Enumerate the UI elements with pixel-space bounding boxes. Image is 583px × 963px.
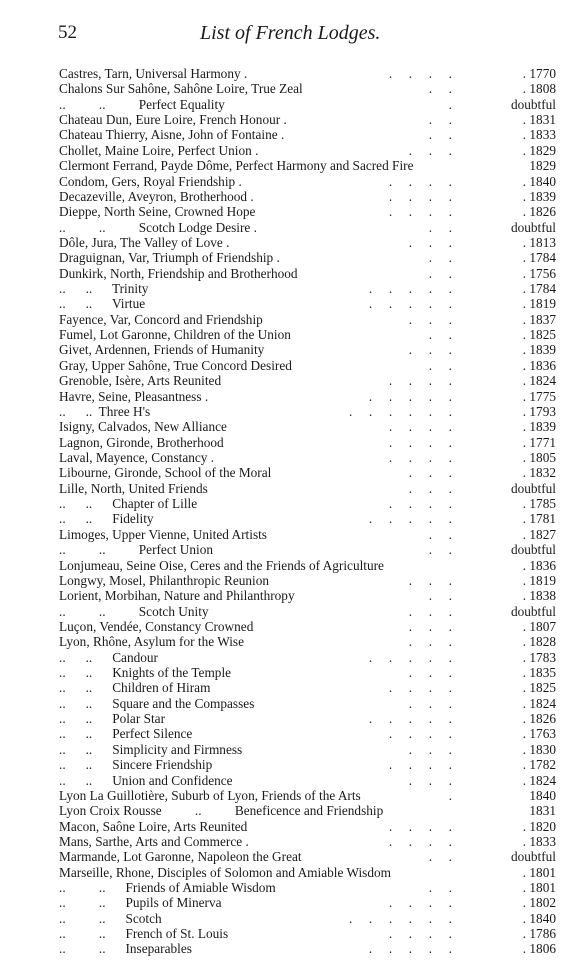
leader-dots: . . . . xyxy=(388,188,452,204)
lodge-year: . 1785 xyxy=(522,496,556,512)
lodge-name: Lagnon, Gironde, Brotherhood xyxy=(59,434,224,450)
lodge-entry xyxy=(0,81,583,96)
lodge-entry xyxy=(0,404,583,419)
lodge-year: . 1801 xyxy=(522,864,556,880)
lodge-name: Lonjumeau, Seine Oise, Ceres and the Friends of Agriculture xyxy=(59,557,384,573)
lodge-entry xyxy=(0,573,583,588)
lodge-year: . 1824 xyxy=(522,772,556,788)
leader-dots: . . . . xyxy=(388,833,452,849)
lodge-year: . 1825 xyxy=(522,327,556,343)
lodge-year: . 1830 xyxy=(522,741,556,757)
leader-dots: . . xyxy=(428,849,452,865)
lodge-name: Havre, Seine, Pleasantness . xyxy=(59,388,209,404)
lodge-entry xyxy=(0,419,583,434)
leader-dots: . . . . . xyxy=(368,941,452,957)
leader-dots: . . . . xyxy=(388,204,452,220)
leader-dots: . . . xyxy=(408,665,452,681)
lodge-name: .. .. Scotch Lodge Desire . xyxy=(59,219,257,235)
lodge-year: . 1820 xyxy=(522,818,556,834)
lodge-entry xyxy=(0,450,583,465)
lodge-entry xyxy=(0,527,583,542)
lodge-entry xyxy=(0,865,583,880)
leader-dots: . . . . xyxy=(388,373,452,389)
lodge-year: . 1836 xyxy=(522,357,556,373)
lodge-year: . 1826 xyxy=(522,711,556,727)
lodge-name: Fumel, Lot Garonne, Children of the Union xyxy=(59,327,291,343)
lodge-entry xyxy=(0,189,583,204)
leader-dots: . . . . . xyxy=(368,296,452,312)
lodge-year: . 1833 xyxy=(522,127,556,143)
lodge-year: . 1840 xyxy=(522,910,556,926)
lodge-year: . 1771 xyxy=(522,434,556,450)
leader-dots: . . . xyxy=(408,772,452,788)
lodge-year: . 1824 xyxy=(522,695,556,711)
lodge-year: 1831 xyxy=(529,803,556,819)
lodge-entry xyxy=(0,726,583,741)
lodge-year: . 1838 xyxy=(522,588,556,604)
leader-dots: . . xyxy=(428,265,452,281)
leader-dots: . . . xyxy=(408,142,452,158)
lodge-year: doubtful xyxy=(510,480,556,496)
leader-dots: . . xyxy=(428,250,452,266)
lodge-entry xyxy=(0,435,583,450)
lodge-year: . 1782 xyxy=(522,757,556,773)
lodge-name: Lyon, Rhône, Asylum for the Wise xyxy=(59,634,244,650)
lodge-name: Chateau Dun, Eure Loire, French Honour . xyxy=(59,112,287,128)
lodge-name: Longwy, Mosel, Philanthropic Reunion xyxy=(59,572,270,588)
lodge-name: .. .. Perfect Equality xyxy=(59,96,225,112)
leader-dots: . . xyxy=(428,526,452,542)
leader-dots: . . . . xyxy=(388,726,452,742)
lodge-name: Dieppe, North Seine, Crowned Hope xyxy=(59,204,256,220)
lodge-year: . 1775 xyxy=(522,388,556,404)
lodge-year: . 1756 xyxy=(522,265,556,281)
leader-dots: . . . . . xyxy=(368,281,452,297)
lodge-entry xyxy=(0,158,583,173)
lodge-year: doubtful xyxy=(510,603,556,619)
lodge-entry xyxy=(0,742,583,757)
lodge-name: .. .. Trinity xyxy=(59,281,149,297)
lodge-name: .. .. Scotch Unity xyxy=(59,603,209,619)
leader-dots: . . . . xyxy=(388,419,452,435)
lodge-year: . 1840 xyxy=(522,173,556,189)
lodge-entry xyxy=(0,481,583,496)
lodge-year: . 1839 xyxy=(522,419,556,435)
lodge-entry xyxy=(0,819,583,834)
lodge-entry xyxy=(0,604,583,619)
lodge-year: . 1807 xyxy=(522,618,556,634)
lodge-name: Laval, Mayence, Constancy . xyxy=(59,449,215,465)
lodge-name: Lyon Croix Rousse .. Beneficence and Friendship xyxy=(59,803,384,819)
lodge-entry xyxy=(0,803,583,818)
lodge-year: . 1806 xyxy=(522,941,556,957)
leader-dots: . . xyxy=(428,327,452,343)
lodge-year: . 1826 xyxy=(522,204,556,220)
leader-dots: . . xyxy=(428,880,452,896)
lodge-name: .. .. Square and the Compasses xyxy=(59,695,255,711)
running-title: List of French Lodges. xyxy=(200,22,381,44)
lodge-entry xyxy=(0,66,583,81)
lodge-entry xyxy=(0,680,583,695)
lodge-entry xyxy=(0,204,583,219)
lodge-entry xyxy=(0,834,583,849)
leader-dots: . xyxy=(448,787,452,803)
lodge-name: Macon, Saône Loire, Arts Reunited xyxy=(59,818,248,834)
lodge-entry xyxy=(0,266,583,281)
leader-dots: . . . xyxy=(408,311,452,327)
lodge-entry xyxy=(0,174,583,189)
leader-dots: . . . . . . xyxy=(348,403,452,419)
lodge-entry xyxy=(0,327,583,342)
lodge-entry xyxy=(0,373,583,388)
lodge-year: . 1836 xyxy=(522,557,556,573)
leader-dots: . . . . xyxy=(388,66,452,81)
lodge-name: .. .. Simplicity and Firmness xyxy=(59,741,243,757)
lodge-entry xyxy=(0,511,583,526)
lodge-name: Dunkirk, North, Friendship and Brotherhood xyxy=(59,265,298,281)
lodge-name: .. .. Fidelity xyxy=(59,511,154,527)
leader-dots: . . xyxy=(428,357,452,373)
lodge-name: Chollet, Maine Loire, Perfect Union . xyxy=(59,142,259,158)
leader-dots: . . . . xyxy=(388,434,452,450)
lodge-entry xyxy=(0,665,583,680)
lodge-entry xyxy=(0,112,583,127)
lodge-year: . 1805 xyxy=(522,449,556,465)
leader-dots: . . xyxy=(428,127,452,143)
lodge-year: . 1829 xyxy=(522,142,556,158)
leader-dots: . . . . xyxy=(388,680,452,696)
lodge-year: . 1819 xyxy=(522,572,556,588)
lodge-name: Gray, Upper Sahône, True Concord Desired xyxy=(59,357,292,373)
leader-dots: . . . . xyxy=(388,895,452,911)
lodge-year: . 1793 xyxy=(522,403,556,419)
leader-dots: . . . xyxy=(408,741,452,757)
lodge-entry xyxy=(0,757,583,772)
lodge-year: . 1763 xyxy=(522,726,556,742)
lodge-entry xyxy=(0,296,583,311)
leader-dots: . . . . . xyxy=(368,388,452,404)
lodge-name: Dôle, Jura, The Valley of Love . xyxy=(59,234,230,250)
leader-dots: . . xyxy=(428,542,452,558)
lodge-name: Luçon, Vendée, Constancy Crowned xyxy=(59,618,254,634)
lodge-entry xyxy=(0,97,583,112)
lodge-name: Draguignan, Var, Triumph of Friendship . xyxy=(59,250,280,266)
lodge-year: 1840 xyxy=(529,787,556,803)
leader-dots: . . . . xyxy=(388,449,452,465)
leader-dots: . . . xyxy=(408,618,452,634)
leader-dots: . . xyxy=(428,112,452,128)
leader-dots: . . . xyxy=(408,695,452,711)
leader-dots: . . . . . xyxy=(368,711,452,727)
leader-dots: . . . . . . xyxy=(348,910,452,926)
lodge-name: .. .. Sincere Friendship xyxy=(59,757,213,773)
lodge-entry xyxy=(0,911,583,926)
lodge-name: .. .. Inseparables xyxy=(59,941,192,957)
lodge-entry xyxy=(0,711,583,726)
lodge-entry xyxy=(0,342,583,357)
lodge-entry xyxy=(0,143,583,158)
leader-dots: . . . xyxy=(408,465,452,481)
lodge-name: .. .. Virtue xyxy=(59,296,146,312)
lodge-name: Fayence, Var, Concord and Friendship xyxy=(59,311,263,327)
leader-dots: . . . xyxy=(408,480,452,496)
lodge-year: . 1832 xyxy=(522,465,556,481)
leader-dots: . . xyxy=(428,81,452,97)
lodge-year: . 1835 xyxy=(522,665,556,681)
leader-dots: . . . xyxy=(408,234,452,250)
lodge-entry xyxy=(0,358,583,373)
lodge-name: Condom, Gers, Royal Friendship . xyxy=(59,173,242,189)
lodge-entry xyxy=(0,634,583,649)
lodge-year: . 1770 xyxy=(522,66,556,81)
lodge-name: .. .. Three H's xyxy=(59,403,151,419)
page-number: 52 xyxy=(58,22,77,43)
lodge-name: .. .. Chapter of Lille xyxy=(59,496,198,512)
leader-dots: . . . xyxy=(408,603,452,619)
lodge-year: . 1825 xyxy=(522,680,556,696)
lodge-name: Castres, Tarn, Universal Harmony . xyxy=(59,66,248,81)
lodge-year: . 1824 xyxy=(522,373,556,389)
lodge-name: Limoges, Upper Vienne, United Artists xyxy=(59,526,267,542)
lodge-year: . 1784 xyxy=(522,250,556,266)
lodge-year: 1829 xyxy=(529,158,556,174)
lodge-name: .. .. Candour xyxy=(59,649,158,665)
lodge-entry xyxy=(0,696,583,711)
lodge-name: .. .. Union and Confidence xyxy=(59,772,233,788)
lodge-entry xyxy=(0,235,583,250)
page-header xyxy=(58,22,558,50)
leader-dots: . . . xyxy=(408,634,452,650)
lodge-entry xyxy=(0,880,583,895)
lodge-year: . 1831 xyxy=(522,112,556,128)
leader-dots: . . . xyxy=(408,572,452,588)
lodge-name: Lille, North, United Friends xyxy=(59,480,208,496)
lodge-name: Lorient, Morbihan, Nature and Philanthropy xyxy=(59,588,295,604)
lodge-name: Isigny, Calvados, New Alliance xyxy=(59,419,227,435)
lodge-entry xyxy=(0,558,583,573)
lodge-entry xyxy=(0,389,583,404)
lodge-entry xyxy=(0,312,583,327)
lodge-name: .. .. Polar Star xyxy=(59,711,165,727)
lodge-entry xyxy=(0,588,583,603)
lodge-name: .. .. Friends of Amiable Wisdom xyxy=(59,880,276,896)
lodge-name: .. .. Perfect Union xyxy=(59,542,213,558)
lodge-year: . 1839 xyxy=(522,188,556,204)
lodge-entry xyxy=(0,895,583,910)
lodge-entry xyxy=(0,849,583,864)
leader-dots: . . xyxy=(428,219,452,235)
lodge-year: . 1819 xyxy=(522,296,556,312)
lodge-name: .. .. Children of Hiram xyxy=(59,680,211,696)
lodge-entry xyxy=(0,542,583,557)
leader-dots: . xyxy=(448,96,452,112)
lodge-name: Libourne, Gironde, School of the Moral xyxy=(59,465,272,481)
lodge-name: Grenoble, Isère, Arts Reunited xyxy=(59,373,222,389)
lodge-name: .. .. French of St. Louis xyxy=(59,926,229,942)
lodge-name: .. .. Scotch xyxy=(59,910,162,926)
lodge-name: Marseille, Rhone, Disciples of Solomon and Amiable Wisdom xyxy=(59,864,391,880)
leader-dots: . . . . . xyxy=(368,511,452,527)
lodge-name: Decazeville, Aveyron, Brotherhood . xyxy=(59,188,254,204)
lodge-name: .. .. Pupils of Minerva xyxy=(59,895,222,911)
lodge-list xyxy=(0,66,583,957)
lodge-entry xyxy=(0,281,583,296)
leader-dots: . . . . xyxy=(388,173,452,189)
lodge-name: Mans, Sarthe, Arts and Commerce . xyxy=(59,833,249,849)
lodge-name: Chalons Sur Sahône, Sahône Loire, True Zeal xyxy=(59,81,303,97)
leader-dots: . . . . . xyxy=(368,649,452,665)
lodge-name: Givet, Ardennen, Friends of Humanity xyxy=(59,342,265,358)
lodge-entry xyxy=(0,941,583,956)
lodge-entry xyxy=(0,250,583,265)
leader-dots: . . xyxy=(428,588,452,604)
lodge-entry xyxy=(0,926,583,941)
lodge-year: . 1784 xyxy=(522,281,556,297)
lodge-entry xyxy=(0,619,583,634)
lodge-year: doubtful xyxy=(510,96,556,112)
leader-dots: . . . . xyxy=(388,757,452,773)
lodge-year: . 1808 xyxy=(522,81,556,97)
leader-dots: . . . . xyxy=(388,818,452,834)
lodge-year: doubtful xyxy=(510,542,556,558)
lodge-entry xyxy=(0,773,583,788)
lodge-name: .. .. Knights of the Temple xyxy=(59,665,232,681)
lodge-year: . 1827 xyxy=(522,526,556,542)
lodge-year: . 1833 xyxy=(522,833,556,849)
lodge-entry xyxy=(0,465,583,480)
lodge-name: Marmande, Lot Garonne, Napoleon the Great xyxy=(59,849,302,865)
lodge-year: . 1813 xyxy=(522,234,556,250)
lodge-year: doubtful xyxy=(510,849,556,865)
lodge-year: . 1802 xyxy=(522,895,556,911)
lodge-year: . 1786 xyxy=(522,926,556,942)
leader-dots: . . . . xyxy=(388,496,452,512)
lodge-entry xyxy=(0,650,583,665)
lodge-name: .. .. Perfect Silence xyxy=(59,726,193,742)
leader-dots: . . . . xyxy=(388,926,452,942)
lodge-entry xyxy=(0,127,583,142)
lodge-entry xyxy=(0,220,583,235)
lodge-year: . 1781 xyxy=(522,511,556,527)
lodge-year: . 1828 xyxy=(522,634,556,650)
lodge-year: . 1839 xyxy=(522,342,556,358)
lodge-entry xyxy=(0,788,583,803)
leader-dots: . . . xyxy=(408,342,452,358)
lodge-year: . 1837 xyxy=(522,311,556,327)
lodge-name: Lyon La Guillotière, Suburb of Lyon, Friends of the Arts xyxy=(59,787,361,803)
lodge-year: doubtful xyxy=(510,219,556,235)
lodge-name: Chateau Thierry, Aisne, John of Fontaine . xyxy=(59,127,285,143)
lodge-entry xyxy=(0,496,583,511)
lodge-name: Clermont Ferrand, Payde Dôme, Perfect Harmony and Sacred Fire xyxy=(59,158,414,174)
lodge-year: . 1801 xyxy=(522,880,556,896)
lodge-year: . 1783 xyxy=(522,649,556,665)
